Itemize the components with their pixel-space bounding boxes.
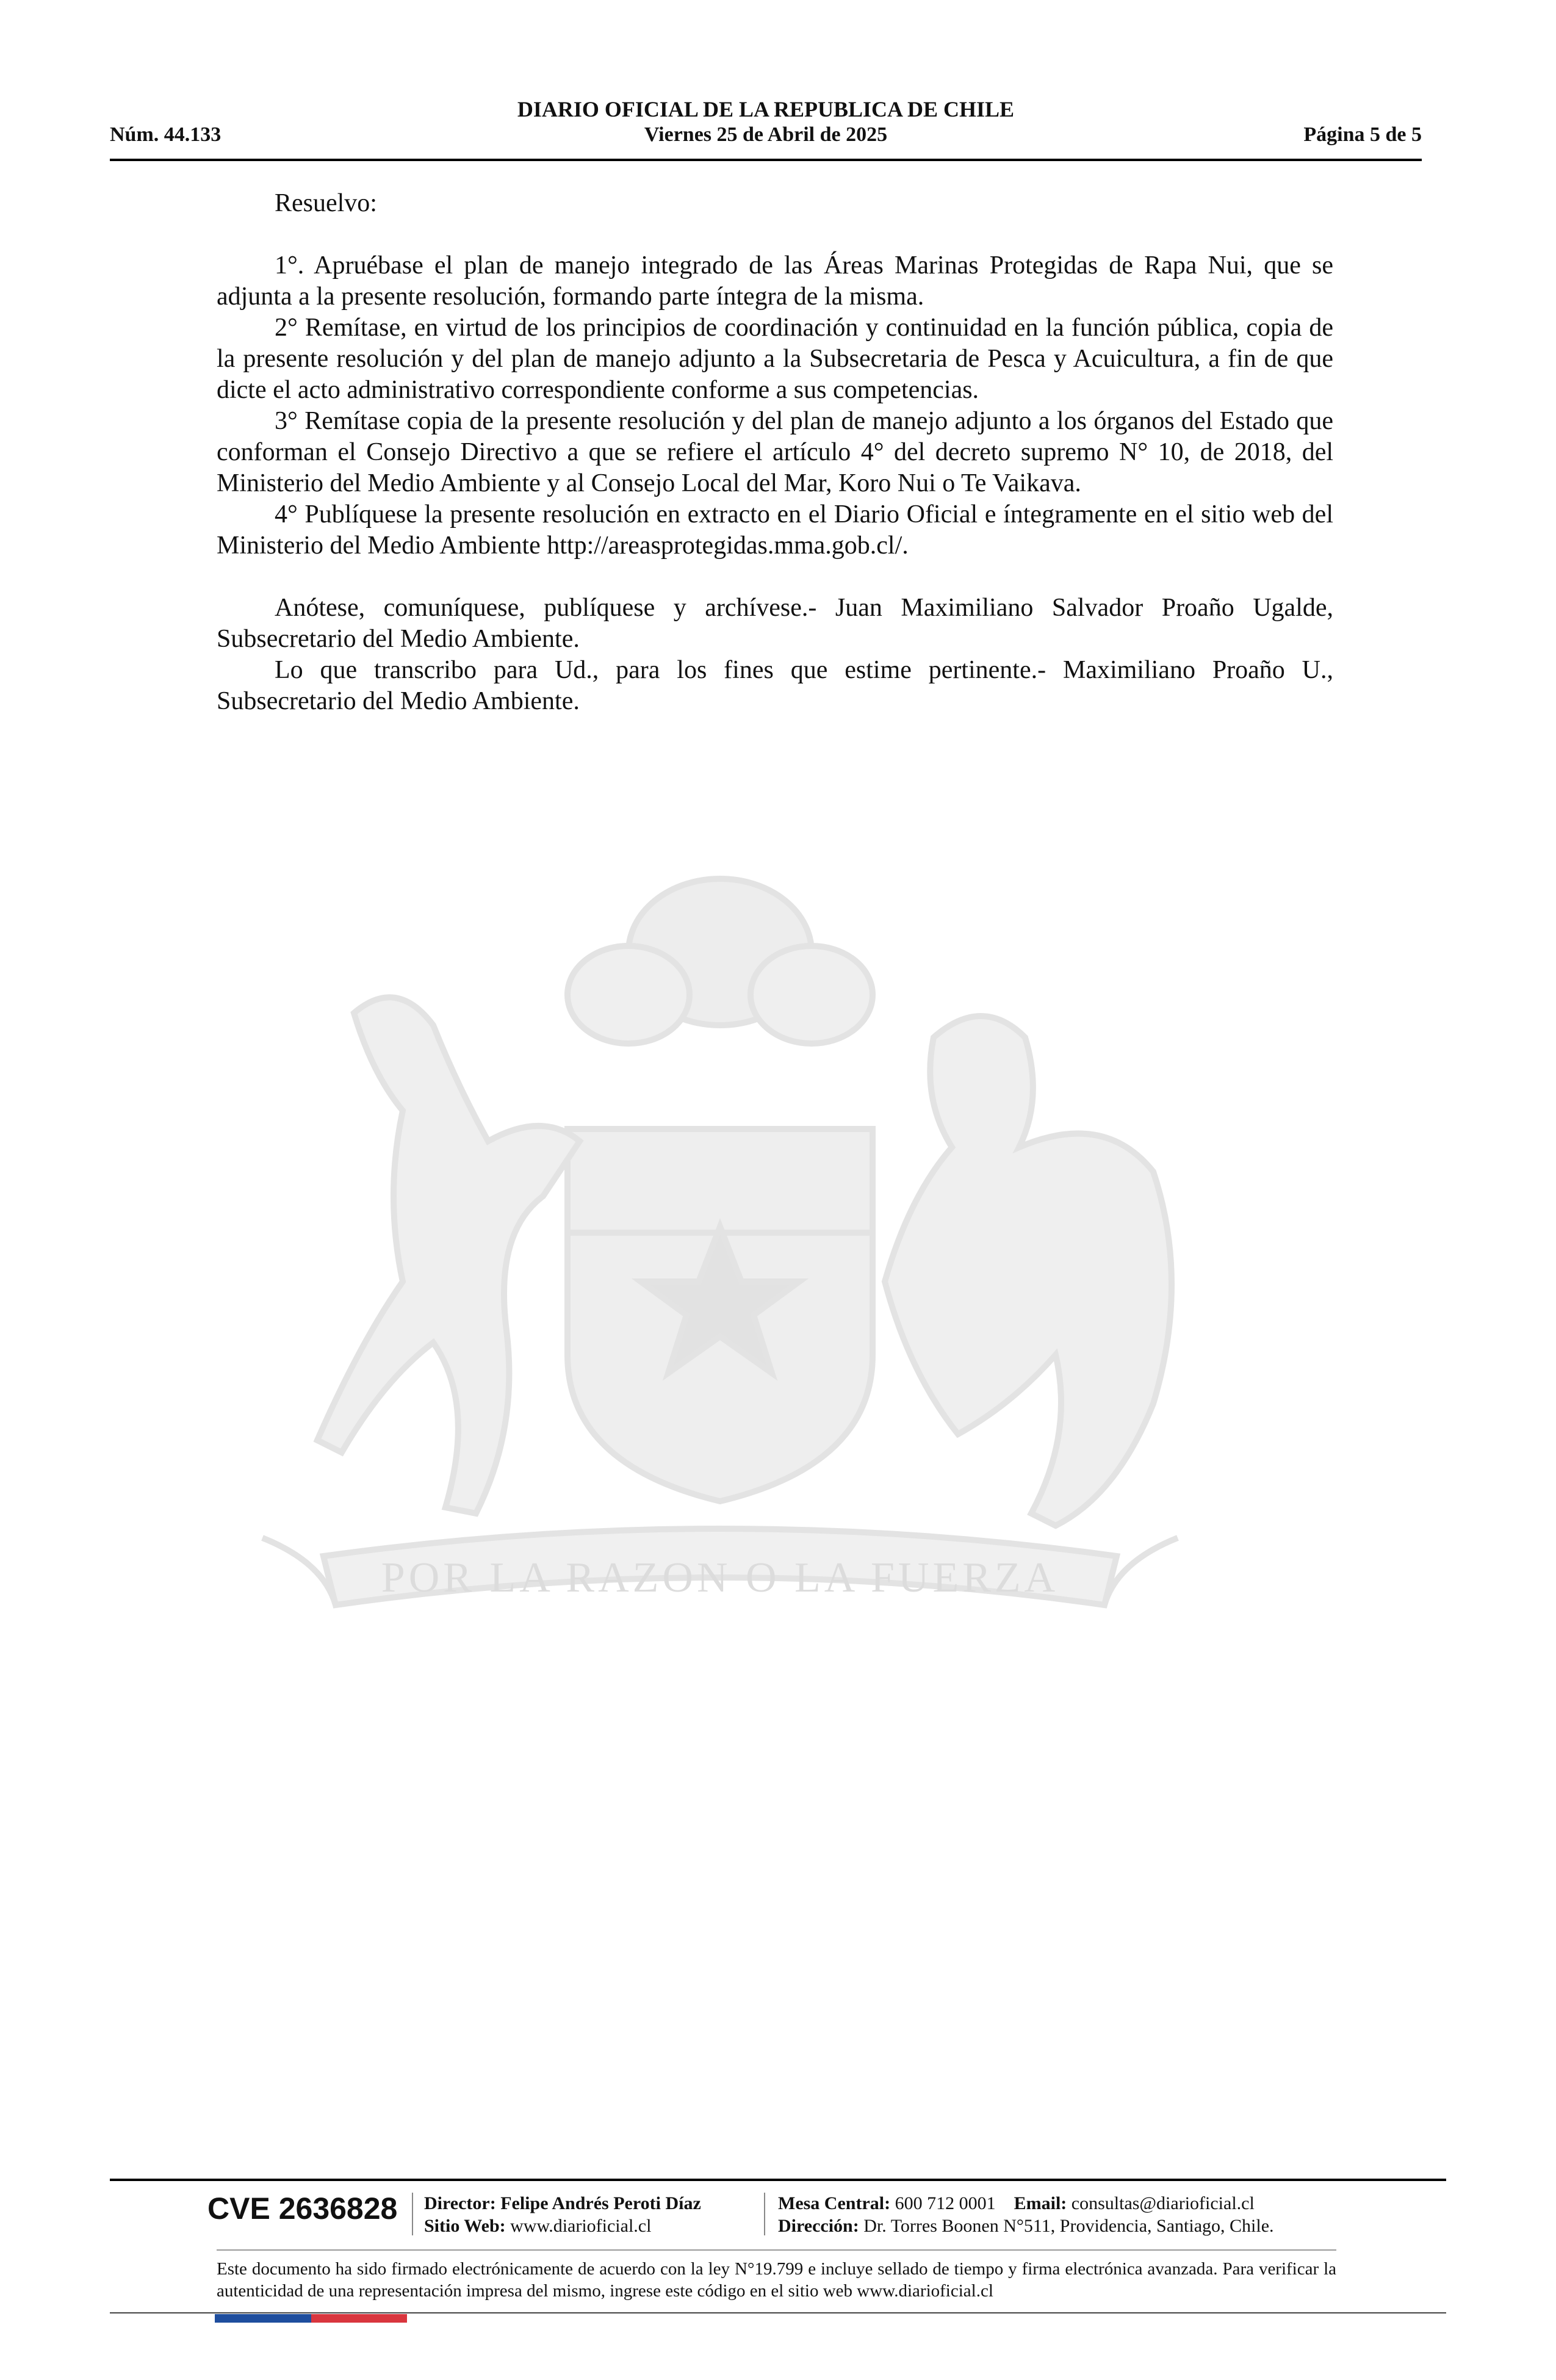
website-link[interactable]: www.diarioficial.cl (510, 2216, 652, 2236)
bottom-divider (110, 2312, 1446, 2313)
footer-divider (110, 2179, 1446, 2181)
flag-red-segment (311, 2314, 407, 2323)
motto-text: POR LA RAZON O LA FUERZA (381, 1554, 1059, 1601)
director-label: Director: (424, 2193, 496, 2213)
email-link[interactable]: consultas@diarioficial.cl (1071, 2193, 1255, 2213)
address-label: Dirección: (778, 2216, 859, 2236)
coat-of-arms-watermark (201, 854, 1239, 1660)
email-label: Email: (1014, 2193, 1067, 2213)
page-header (110, 92, 1422, 161)
document-body (217, 188, 1333, 717)
flag-blue-segment (215, 2314, 311, 2323)
mesa-phone: 600 712 0001 (895, 2193, 996, 2213)
flag-stripe (215, 2314, 407, 2323)
coat-of-arms-icon (201, 854, 1239, 1660)
paragraph-1: 1°. Apruébase el plan de manejo integrado de las Áreas Marinas Protegidas de Rapa Nui, que se adjunta a la presente resolución, formando parte íntegra de la misma. (217, 251, 1333, 311)
paragraph-2: 2° Remítase, en virtud de los principios de coordinación y continuidad en la función pública, copia de la presente resolución y del plan de manejo adjunto a la Subsecretaria de Pesca y Acuicultura, a fin de que dicte el acto administrativo correspondiente conforme a sus competencias. (217, 314, 1333, 404)
gazette-title: DIARIO OFICIAL DE LA REPUBLICA DE CHILE (517, 97, 1015, 121)
issue-number: Núm. 44.133 (110, 123, 222, 146)
cve-code: CVE 2636828 (207, 2191, 398, 2226)
closing-signature: Anótese, comuníquese, publíquese y archívese.- Juan Maximiliano Salvador Proaño Ugalde, Subsecretario del Medio Ambiente. (217, 594, 1333, 653)
page-indicator: Página 5 de 5 (1303, 123, 1422, 146)
footer-inner-divider (217, 2249, 1336, 2251)
contact-block (778, 2192, 1274, 2237)
paragraph-3: 3° Remítase copia de la presente resolución y del plan de manejo adjunto a los órganos del Estado que conforman el Consejo Directivo a que se refiere el artículo 4° del decreto supremo N° 10, de 2018, del Ministerio del Medio Ambiente y al Consejo Local del Mar, Koro Nui o Te Vaikava. (217, 407, 1333, 497)
director-block (424, 2192, 701, 2237)
issue-date: Viernes 25 de Abril de 2025 (644, 123, 888, 146)
website-label: Sitio Web: (424, 2216, 506, 2236)
address-text: Dr. Torres Boonen N°511, Providencia, Santiago, Chile. (863, 2216, 1274, 2236)
resuelvo-heading: Resuelvo: (275, 189, 377, 217)
footer-separator (764, 2193, 765, 2235)
transcription-note: Lo que transcribo para Ud., para los fines que estime pertinente.- Maximiliano Proaño U., Subsecretario del Medio Ambiente. (217, 656, 1333, 715)
mesa-label: Mesa Central: (778, 2193, 891, 2213)
paragraph-4: 4° Publíquese la presente resolución en extracto en el Diario Oficial e íntegramente en el sitio web del Ministerio del Medio Ambiente http://areasprotegidas.mma.gob.cl/. (217, 500, 1333, 560)
footer-separator (412, 2193, 413, 2235)
signature-notice: Este documento ha sido firmado electrónicamente de acuerdo con la ley N°19.799 e incluye sellado de tiempo y firma electrónica avanzada. Para verificar la autenticidad de una representación impresa del mismo, ingrese este código en el sitio web www.diarioficial.cl (217, 2259, 1336, 2301)
director-name: Felipe Andrés Peroti Díaz (500, 2193, 701, 2213)
